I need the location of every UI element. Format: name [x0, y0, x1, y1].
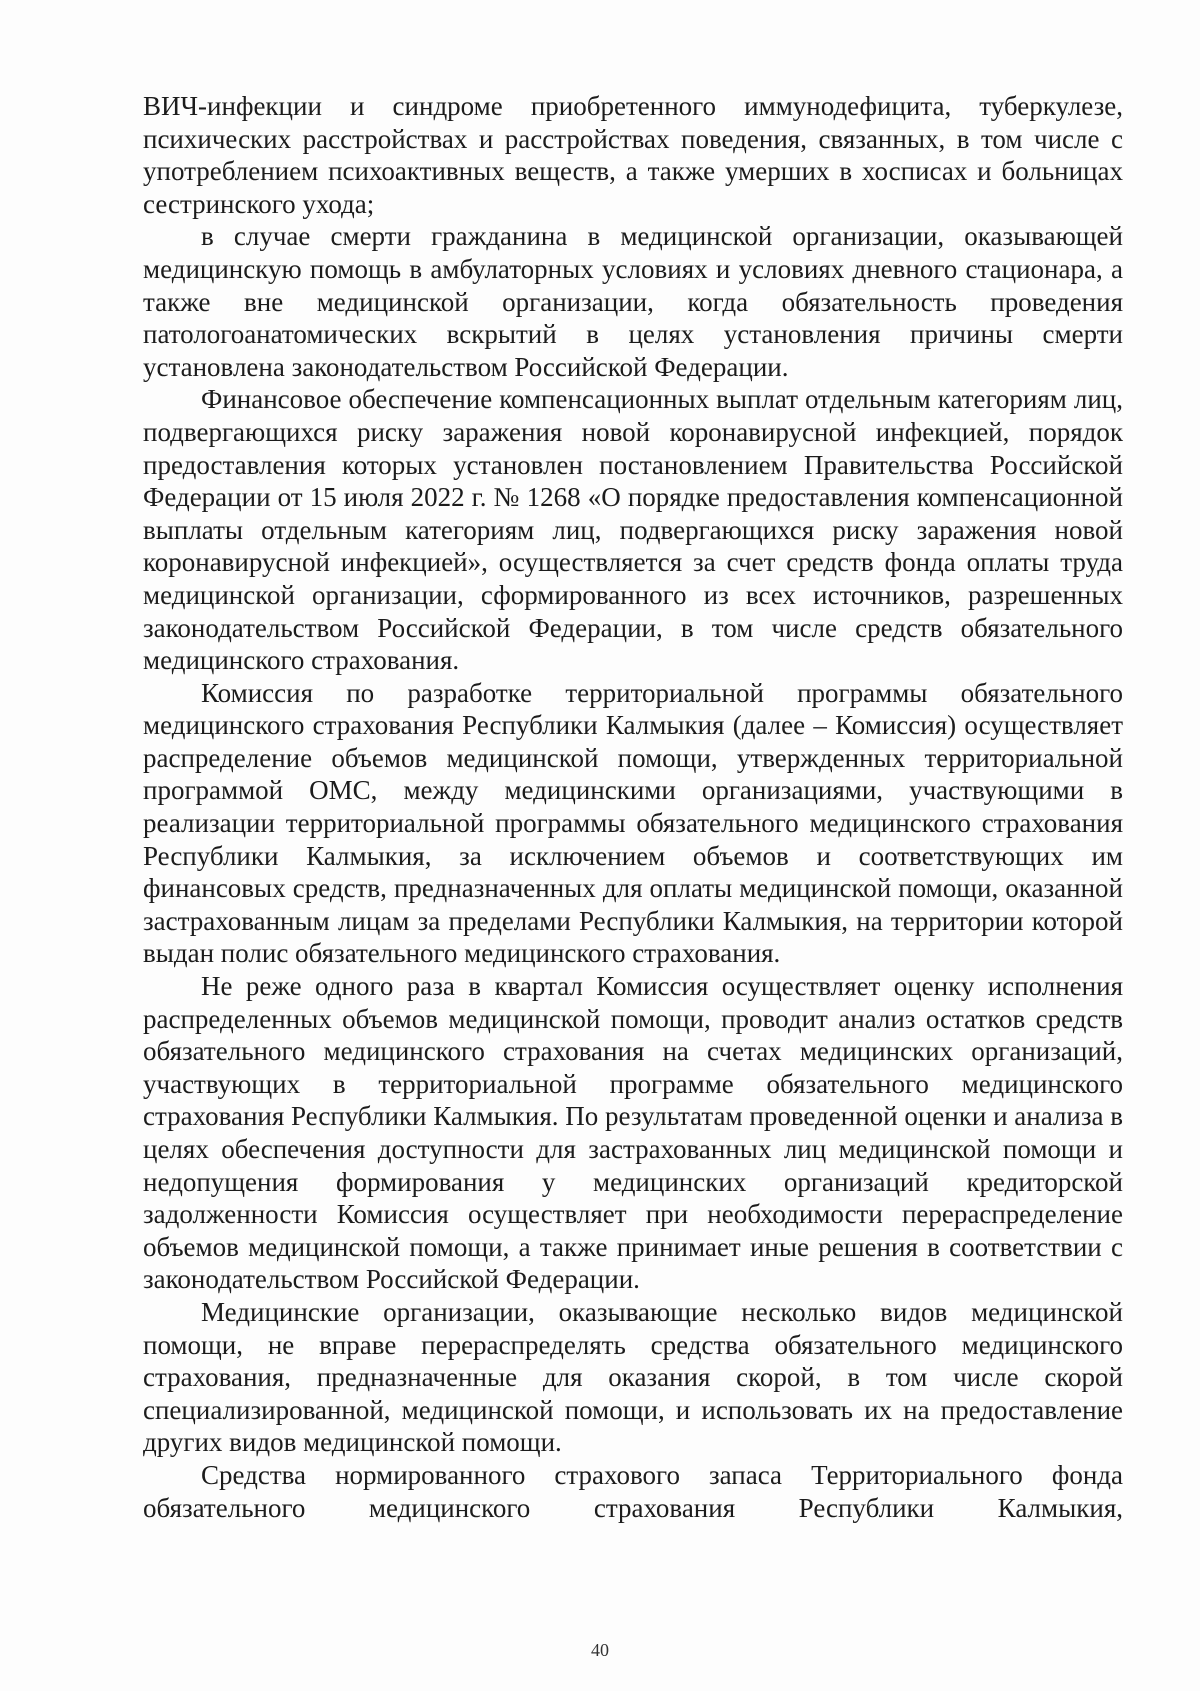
paragraph-death-in-outpatient: в случае смерти гражданина в медицинской организации, оказывающей медицинскую помощь в амбулаторных условиях и условиях дневного стационара, а также вне медицинской организации, когда обязательность проведения патологоанатомических вскрытий в целях установления причины смерти установлена законодательством Российской Федерации. — [143, 221, 1123, 382]
paragraph-quarterly-assessment: Не реже одного раза в квартал Комиссия осуществляет оценку исполнения распределенных объемов медицинской помощи, проводит анализ остатков средств обязательного медицинского страхования на счетах медицинских организаций, участвующих в территориальной программе обязательного медицинского страхования Республики Калмыкия. По результатам проведенной оценки и анализа в целях обеспечения доступности для застрахованных лиц медицинской помощи и недопущения формирования у медицинских организаций кредиторской задолженности Комиссия осуществляет при необходимости перераспределение объемов медицинской помощи, а также принимает иные решения в соответствии с законодательством Российской Федерации. — [143, 971, 1123, 1295]
paragraph-emergency-funds: Медицинские организации, оказывающие несколько видов медицинской помощи, не вправе перераспределять средства обязательного медицинского страхования, предназначенные для оказания скорой, в том числе скорой специализированной, медицинской помощи, и использовать их на предоставление других видов медицинской помощи. — [143, 1296, 1123, 1458]
document-body — [143, 90, 1123, 1524]
paragraph-insurance-reserve: Средства нормированного страхового запаса Территориального фонда обязательного медицинского страхования Республики Калмыкия, — [143, 1459, 1123, 1523]
page-number: 40 — [591, 1640, 609, 1660]
paragraph-compensation-payments: Финансовое обеспечение компенсационных выплат отдельным категориям лиц, подвергающихся риску заражения новой коронавирусной инфекцией, порядок предоставления которых установлен постановлением Правительства Российской Федерации от 15 июля 2022 г. № 1268 «О порядке предоставления компенсационной выплаты отдельным категориям лиц, подвергающихся риску заражения новой коронавирусной инфекцией», осуществляется за счет средств фонда оплаты труда медицинской организации, сформированного из всех источников, разрешенных законодательством Российской Федерации, в том числе средств обязательного медицинского страхования. — [143, 384, 1123, 676]
paragraph-commission-distribution: Комиссия по разработке территориальной программы обязательного медицинского страхования Республики Калмыкия (далее – Комиссия) осуществляет распределение объемов медицинской помощи, утвержденных территориальной программой ОМС, между медицинскими организациями, участвующими в реализации территориальной программы обязательного медицинского страхования Республики Калмыкия, за исключением объемов и соответствующих им финансовых средств, предназначенных для оплаты медицинской помощи, оказанной застрахованным лицам за пределами Республики Калмыкия, на территории которой выдан полис обязательного медицинского страхования. — [143, 677, 1123, 969]
paragraph-hiv-continuation: ВИЧ-инфекции и синдроме приобретенного иммунодефицита, туберкулезе, психических расстройствах и расстройствах поведения, связанных, в том числе с употреблением психоактивных веществ, а также умерших в хосписах и больницах сестринского ухода; — [143, 91, 1123, 219]
